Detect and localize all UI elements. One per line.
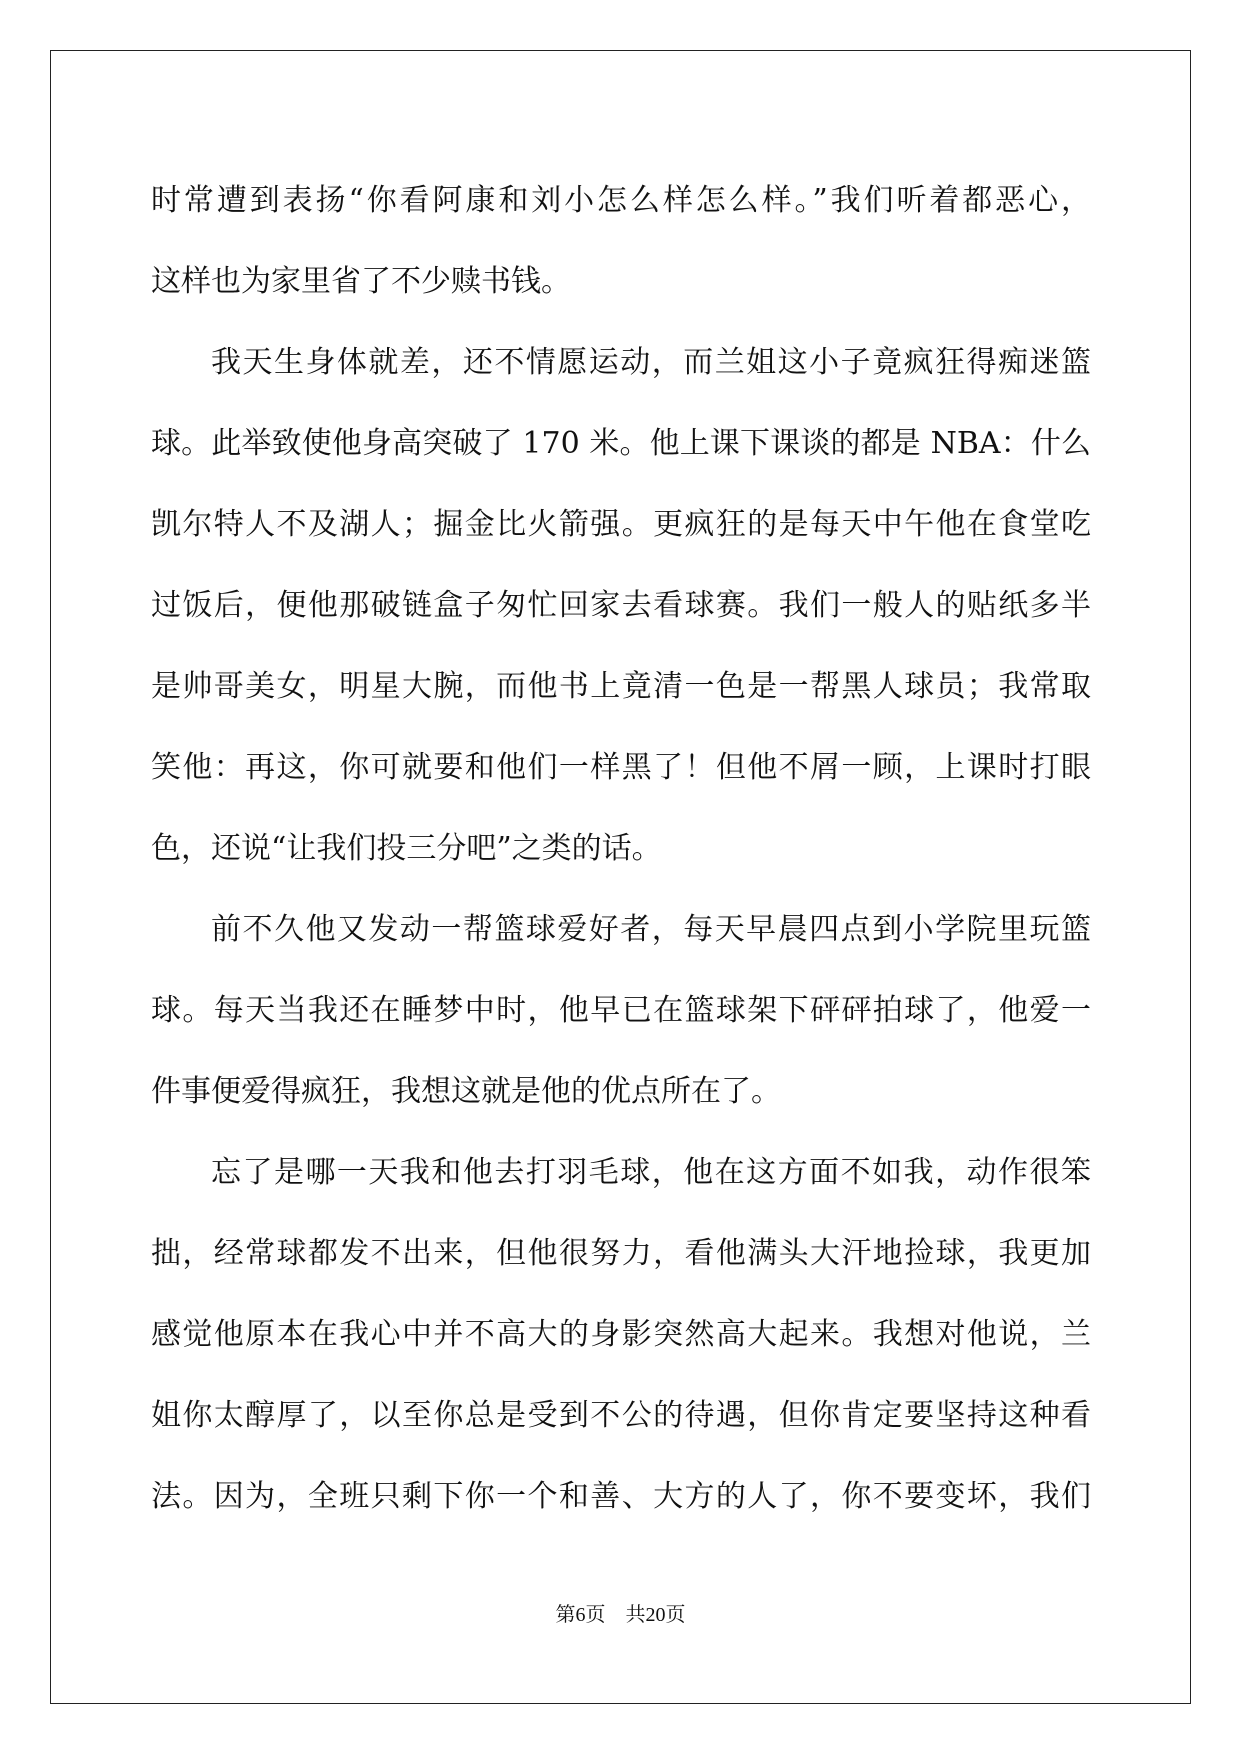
text-line: 姐你太醇厚了，以至你总是受到不公的待遇，但你肯定要坚持这种看 (151, 1398, 1091, 1433)
paragraph-first-line: 前不久他又发动一帮篮球爱好者，每天早晨四点到小学院里玩篮 (211, 912, 1091, 947)
text-line: 球。每天当我还在睡梦中时，他早已在篮球架下砰砰拍球了，他爱一 (151, 993, 1091, 1028)
document-body (151, 160, 1091, 1537)
text-line: 时常遭到表扬“你看阿康和刘小怎么样怎么样。”我们听着都恶心， (151, 183, 1091, 218)
total-label-prefix: 共 (625, 1604, 646, 1626)
text-line: 这样也为家里省了不少赎书钱。 (151, 264, 571, 299)
total-label-suffix: 页 (665, 1604, 686, 1626)
text-line: 笑他：再这，你可就要和他们一样黑了！但他不屑一顾，上课时打眼 (151, 750, 1091, 785)
text-line: 拙，经常球都发不出来，但他很努力，看他满头大汗地捡球，我更加 (151, 1236, 1091, 1271)
footer-spacer (606, 1604, 626, 1626)
text-line: 球。此举致使他身高突破了 170 米。他上课下课谈的都是 NBA：什么 (151, 426, 1091, 461)
text-line: 色，还说“让我们投三分吧”之类的话。 (151, 831, 662, 866)
text-line: 感觉他原本在我心中并不高大的身影突然高大起来。我想对他说，兰 (151, 1317, 1091, 1352)
text-line: 件事便爱得疯狂，我想这就是他的优点所在了。 (151, 1074, 781, 1109)
page-label-prefix: 第 (555, 1604, 576, 1626)
page-total: 20 (645, 1604, 666, 1626)
paragraph-first-line: 忘了是哪一天我和他去打羽毛球，他在这方面不如我，动作很笨 (211, 1155, 1091, 1190)
paragraph-first-line: 我天生身体就差，还不情愿运动，而兰姐这小子竟疯狂得痴迷篮 (211, 345, 1091, 380)
text-line: 过饭后，便他那破链盒子匆忙回家去看球赛。我们一般人的贴纸多半 (151, 588, 1091, 623)
text-line: 凯尔特人不及湖人；掘金比火箭强。更疯狂的是每天中午他在食堂吃 (151, 507, 1091, 542)
page-footer (0, 1598, 1241, 1627)
page-label-suffix: 页 (585, 1604, 606, 1626)
page-number: 6 (575, 1604, 586, 1626)
text-line: 是帅哥美女，明星大腕，而他书上竟清一色是一帮黑人球员；我常取 (151, 669, 1091, 704)
text-line: 法。因为，全班只剩下你一个和善、大方的人了，你不要变坏，我们 (151, 1479, 1091, 1514)
